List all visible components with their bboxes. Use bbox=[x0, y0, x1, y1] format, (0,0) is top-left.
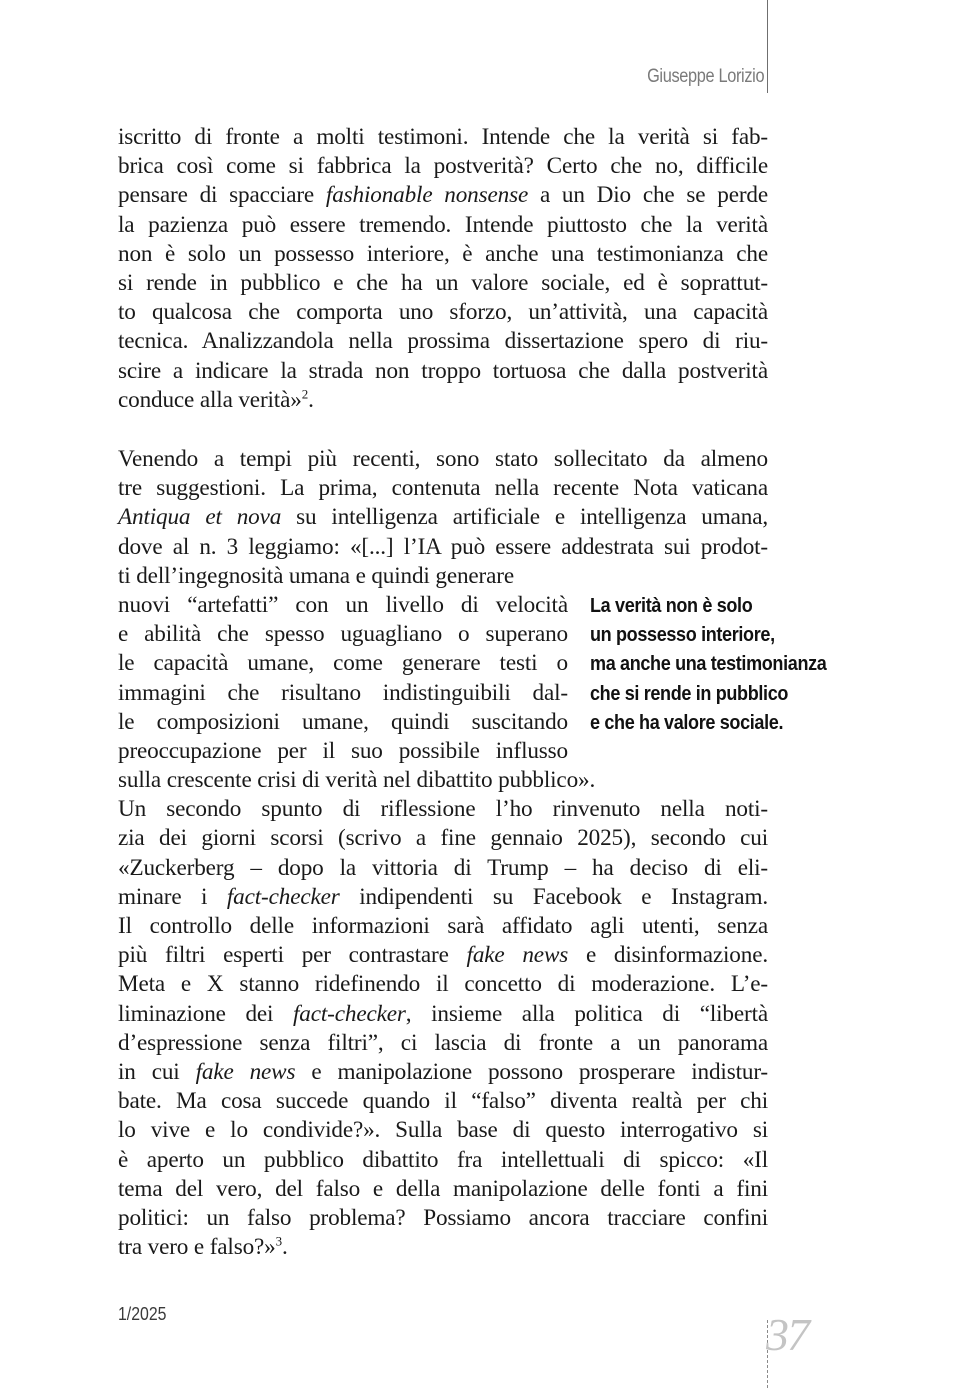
text-line: è aperto un pubblico dibattito fra intellettuali di spicco: «Il bbox=[118, 1146, 768, 1173]
italic-term: fact-checker bbox=[226, 883, 340, 910]
italic-term: fashionable nonsense bbox=[325, 182, 529, 209]
text-line: in cui fake news e manipolazione possono prosperare indistur- bbox=[118, 1058, 768, 1085]
text-line: politici: un falso problema? Possiamo ancora tracciare confini bbox=[118, 1204, 768, 1231]
text-line: d’espressione senza filtri”, ci lascia di fronte a un panorama bbox=[118, 1029, 768, 1056]
pull-quote-line: ma anche una testimonianza bbox=[590, 652, 827, 676]
text-line: Venendo a tempi più recenti, sono stato sollecitato da almeno bbox=[118, 446, 768, 472]
text-line: bate. Ma cosa succede quando il “falso” diventa realtà per chi bbox=[118, 1088, 768, 1115]
issue-number: 1/2025 bbox=[118, 1304, 167, 1324]
text-line: Meta e X stanno ridefinendo il concetto di moderazione. L’e- bbox=[118, 971, 768, 998]
text-line: nuovi “artefatti” con un livello di velocità bbox=[118, 591, 568, 618]
text-line: più filtri esperti per contrastare fake news e disinformazione. bbox=[118, 942, 768, 969]
text-line: non è solo un possesso interiore, è anche una testimonianza che bbox=[118, 240, 768, 267]
text-line: «Zuckerberg – dopo la vittoria di Trump – ha deciso di eli- bbox=[118, 854, 768, 881]
text-line: le capacità umane, come generare testi o bbox=[118, 650, 568, 677]
text-line: pensare di spacciare fashionable nonsense a un Dio che se perde bbox=[118, 182, 768, 209]
text-line: conduce alla verità»$^2$. bbox=[118, 385, 314, 413]
pull-quote-line: e che ha valore sociale. bbox=[590, 710, 784, 734]
footnote-ref[interactable]: 2 bbox=[301, 385, 309, 401]
text-line: zia dei giorni scorsi (scrivo a fine gennaio 2025), secondo cui bbox=[118, 825, 768, 852]
text-line: tema del vero, del falso e della manipolazione delle fonti a fini bbox=[118, 1175, 768, 1202]
text-line: liminazione dei fact-checker, insieme alla politica di “libertà bbox=[118, 1000, 769, 1027]
text-line: tecnica. Analizzandola nella prossima dissertazione spero di riu- bbox=[118, 328, 768, 355]
text-line: ti dell’ingegnosità umana e quindi generare bbox=[118, 562, 514, 589]
text-line: Un secondo spunto di riflessione l’ho rinvenuto nella noti- bbox=[118, 796, 768, 823]
text-line: to qualcosa che comporta uno sforzo, un’attività, una capacità bbox=[118, 299, 768, 326]
paragraph-1 bbox=[118, 123, 768, 415]
italic-term: Antiqua et nova bbox=[118, 504, 282, 531]
paragraph-2 bbox=[118, 445, 768, 1262]
pull-quote-line: che si rende in pubblico bbox=[590, 681, 789, 705]
text-line: immagini che risultano indistinguibili dal- bbox=[118, 679, 568, 706]
text-line: scire a indicare la strada non troppo tortuosa che dalla postverità bbox=[118, 357, 768, 384]
top-margin-rule bbox=[767, 0, 768, 93]
footnote-ref[interactable]: 3 bbox=[275, 1233, 282, 1249]
italic-term: fact-checker bbox=[293, 1000, 406, 1027]
text-line: si rende in pubblico e che ha un valore sociale, ed è soprattut- bbox=[118, 269, 768, 296]
text-line: e abilità che spesso uguagliano o superano bbox=[118, 621, 568, 648]
text-line: dove al n. 3 leggiamo: «[...] l’IA può essere addestrata sui prodot- bbox=[118, 533, 768, 560]
text-line: sulla crescente crisi di verità nel dibattito pubblico». bbox=[118, 767, 596, 794]
text-line: preoccupazione per il suo possibile influsso bbox=[118, 737, 568, 764]
pull-quote-line: La verità non è solo bbox=[590, 594, 753, 617]
text-line: la pazienza può essere tremendo. Intende piuttosto che la verità bbox=[118, 211, 768, 238]
text-line: lo vive e lo condivide?». Sulla base di questo interrogativo si bbox=[118, 1117, 768, 1144]
text-line: tre suggestioni. La prima, contenuta nella recente Nota vaticana bbox=[118, 475, 768, 502]
text-line: Il controllo delle informazioni sarà affidato agli utenti, senza bbox=[118, 913, 768, 939]
text-line: Antiqua et nova su intelligenza artificiale e intelligenza umana, bbox=[118, 504, 769, 531]
pull-quote-line: un possesso interiore, bbox=[590, 623, 775, 647]
pull-quote bbox=[590, 591, 826, 737]
text-line: tra vero e falso?»$^3$. bbox=[118, 1233, 288, 1261]
page-number: 37 bbox=[766, 1309, 808, 1360]
text-line: brica così come si fabbrica la postverità? Certo che no, difficile bbox=[118, 153, 768, 180]
italic-term: fake news bbox=[195, 1058, 296, 1085]
text-line: iscritto di fronte a molti testimoni. Intende che la verità si fab- bbox=[118, 124, 768, 150]
italic-term: fake news bbox=[466, 942, 569, 969]
running-head-author: Giuseppe Lorizio bbox=[646, 66, 764, 87]
text-line: le composizioni umane, quindi suscitando bbox=[118, 708, 568, 735]
text-line: minare i fact-checker indipendenti su Facebook e Instagram. bbox=[118, 883, 768, 910]
